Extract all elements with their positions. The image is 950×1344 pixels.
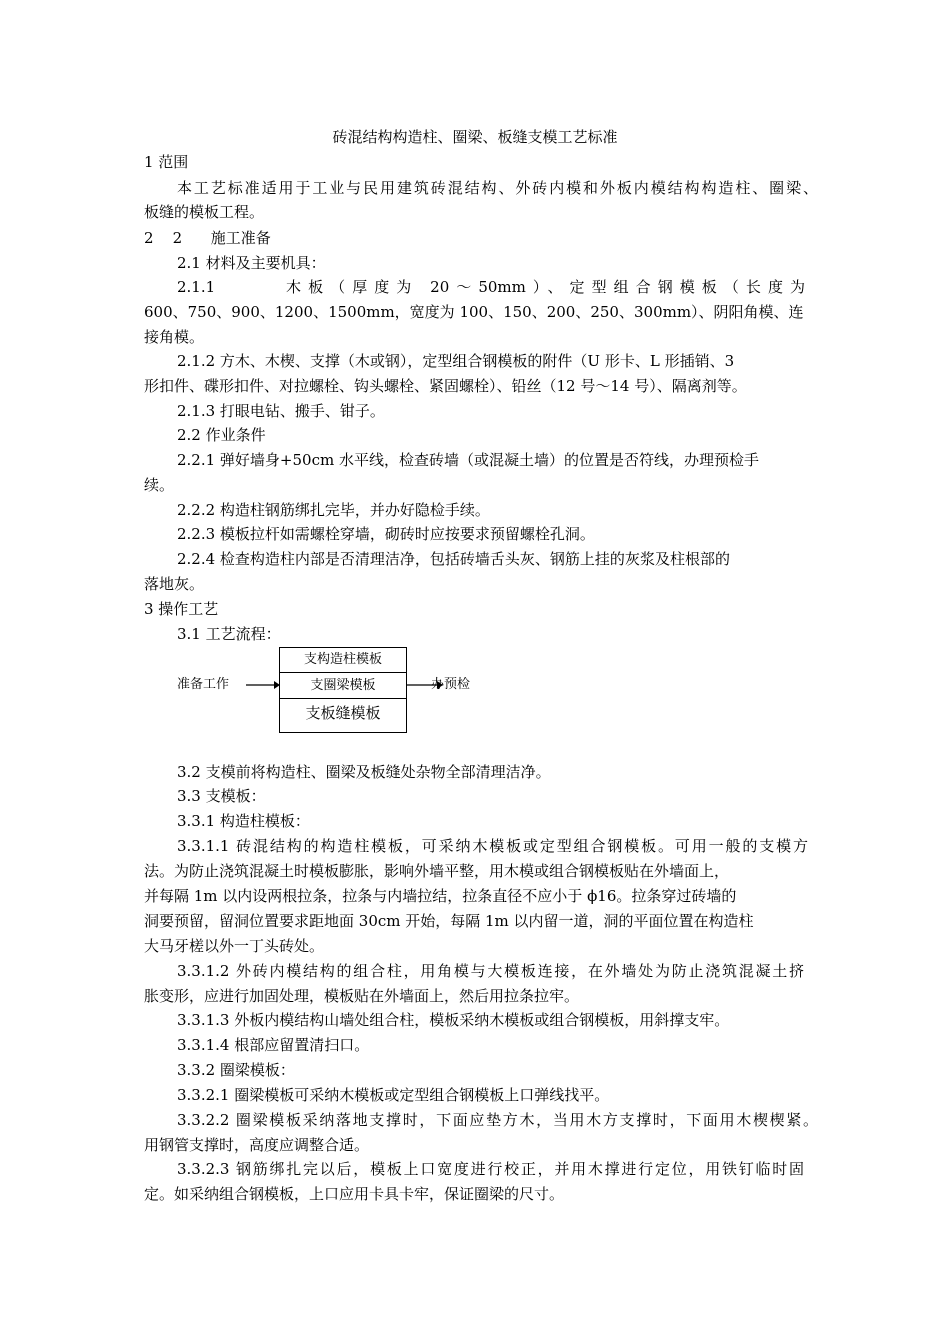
paragraph-3-3-1-1-line-2: 法。为防止浇筑混凝土时模板膨胀，影响外墙平整，用木模或组合钢模板贴在外墙面上， <box>144 862 730 880</box>
flow-box-group <box>279 647 407 733</box>
paragraph-2-2-3: 2.2.3 模板拉杆如需螺栓穿墙，砌砖时应按要求预留螺栓孔洞。 <box>177 525 595 543</box>
paragraph-3-3-1-3: 3.3.1.3 外板内模结构山墙处组合柱，模板采纳木模板或组合钢模板，用斜撑支牢。 <box>177 1011 730 1029</box>
paragraph-3-3-1-4: 3.3.1.4 根部应留置清扫口。 <box>177 1036 370 1054</box>
paragraph-2-2-4-line-1: 2.2.4 检查构造柱内部是否清理洁净，包括砖墙舌头灰、钢筋上挂的灰浆及柱根部的 <box>177 550 730 568</box>
paragraph-2-2-1-line-2: 续。 <box>144 476 175 494</box>
heading-3-3-1: 3.3.1 构造柱模板： <box>177 812 310 830</box>
flow-step-column-formwork: 支构造柱模板 <box>303 652 382 667</box>
paragraph-3-3-2-3-line-2: 定。如采纳组合钢模板，上口应用卡具卡牢，保证圈梁的尺寸。 <box>144 1185 565 1203</box>
paragraph-2-1-1-line-1: 2.1.1 木板（厚度为 20～50mm）、定型组合钢模板（长度为 <box>177 278 805 296</box>
paragraph-2-1-3: 2.1.3 打眼电钻、搬手、钳子。 <box>177 402 385 420</box>
paragraph-2-1-2-line-1: 2.1.2 方木、木楔、支撑（木或钢），定型组合钢模板的附件（U 形卡、L 形插销、3 <box>177 352 735 370</box>
paragraph-3-3-2-2-line-1: 3.3.2.2 圈梁模板采纳落地支撑时，下面应垫方木，当用木方支撑时，下面用木楔楔紧。 <box>177 1111 818 1129</box>
paragraph-3-3-1-2-line-1: 3.3.1.2 外砖内模结构的组合柱，用角模与大模板连接，在外墙处为防止浇筑混凝土挤 <box>177 962 804 980</box>
section-3-heading: 3 操作工艺 <box>144 600 219 618</box>
paragraph-3-3-2-3-line-1: 3.3.2.3 钢筋绑扎完以后，模板上口宽度进行校正，并用木撑进行定位，用铁钉临时固 <box>177 1160 804 1178</box>
paragraph-2-1-1-line-3: 接角模。 <box>144 328 205 346</box>
paragraph-2-2-1-line-1: 2.2.1 弹好墙身+50cm 水平线，检查砖墙（或混凝土墙）的位置是否符线，办理预检手 <box>177 451 759 469</box>
paragraph-2-1-1-line-2: 600、750、900、1200、1500mm，宽度为 100、150、200、250、300mm）、阴阳角模、连 <box>144 303 804 321</box>
flow-step-ringbeam-formwork: 支圈梁模板 <box>310 678 376 693</box>
section-2-heading: 2 2 施工准备 <box>144 229 271 247</box>
paragraph-3-3-1-1-line-4: 洞要预留，留洞位置要求距地面 30cm 开始，每隔 1m 以内留一道，洞的平面位置在构造柱 <box>144 912 754 930</box>
paragraph-3-3-2-2-line-2: 用钢管支撑时，高度应调整合适。 <box>144 1136 370 1154</box>
paragraph-3-3-1-2-line-2: 胀变形，应进行加固处理，模板贴在外墙面上，然后用拉条拉牢。 <box>144 987 580 1005</box>
paragraph-2-2-4-line-2: 落地灰。 <box>144 575 205 593</box>
paragraph-3-3-1-1-line-3: 并每隔 1m 以内设两根拉条，拉条与内墙拉结，拉条直径不应小于 ϕ16。拉条穿过砖墙的 <box>144 887 737 905</box>
section-1-heading: 1 范围 <box>144 153 189 171</box>
heading-2-1: 2.1 材料及主要机具： <box>177 254 326 272</box>
paragraph-scope-line-1: 本工艺标准适用于工业与民用建筑砖混结构、外砖内模和外板内模结构构造柱、圈梁、 <box>177 179 818 197</box>
paragraph-2-2-2: 2.2.2 构造柱钢筋绑扎完毕，并办好隐检手续。 <box>177 501 490 519</box>
flow-arrow-in-icon <box>246 684 280 688</box>
paragraph-scope-line-2: 板缝的模板工程。 <box>144 203 265 221</box>
paragraph-2-1-2-line-2: 形扣件、碟形扣件、对拉螺栓、钩头螺栓、紧固螺栓）、铅丝（12 号～14 号）、隔离剂等。 <box>144 377 747 395</box>
heading-3-3: 3.3 支模板： <box>177 787 266 805</box>
heading-3-3-2: 3.3.2 圈梁模板： <box>177 1061 295 1079</box>
flow-divider <box>280 672 406 673</box>
flow-start-label: 准备工作 <box>177 677 230 692</box>
flow-end-label: 办预检 <box>431 677 471 692</box>
flow-step-slabjoint-formwork: 支板缝模板 <box>305 704 381 722</box>
paragraph-3-3-2-1: 3.3.2.1 圈梁模板可采纳木模板或定型组合钢模板上口弹线找平。 <box>177 1086 610 1104</box>
paragraph-3-2: 3.2 支模前将构造柱、圈梁及板缝处杂物全部清理洁净。 <box>177 763 551 781</box>
paragraph-3-3-1-1-line-5: 大马牙槎以外一丁头砖处。 <box>144 937 325 955</box>
heading-2-2: 2.2 作业条件 <box>177 426 266 444</box>
heading-3-1: 3.1 工艺流程： <box>177 625 281 643</box>
paragraph-3-3-1-1-line-1: 3.3.1.1 砖混结构的构造柱模板，可采纳木模板或定型组合钢模板。可用一般的支模方 <box>177 837 808 855</box>
document-title: 砖混结构构造柱、圈梁、板缝支模工艺标准 <box>332 128 618 146</box>
flow-divider <box>280 698 406 699</box>
